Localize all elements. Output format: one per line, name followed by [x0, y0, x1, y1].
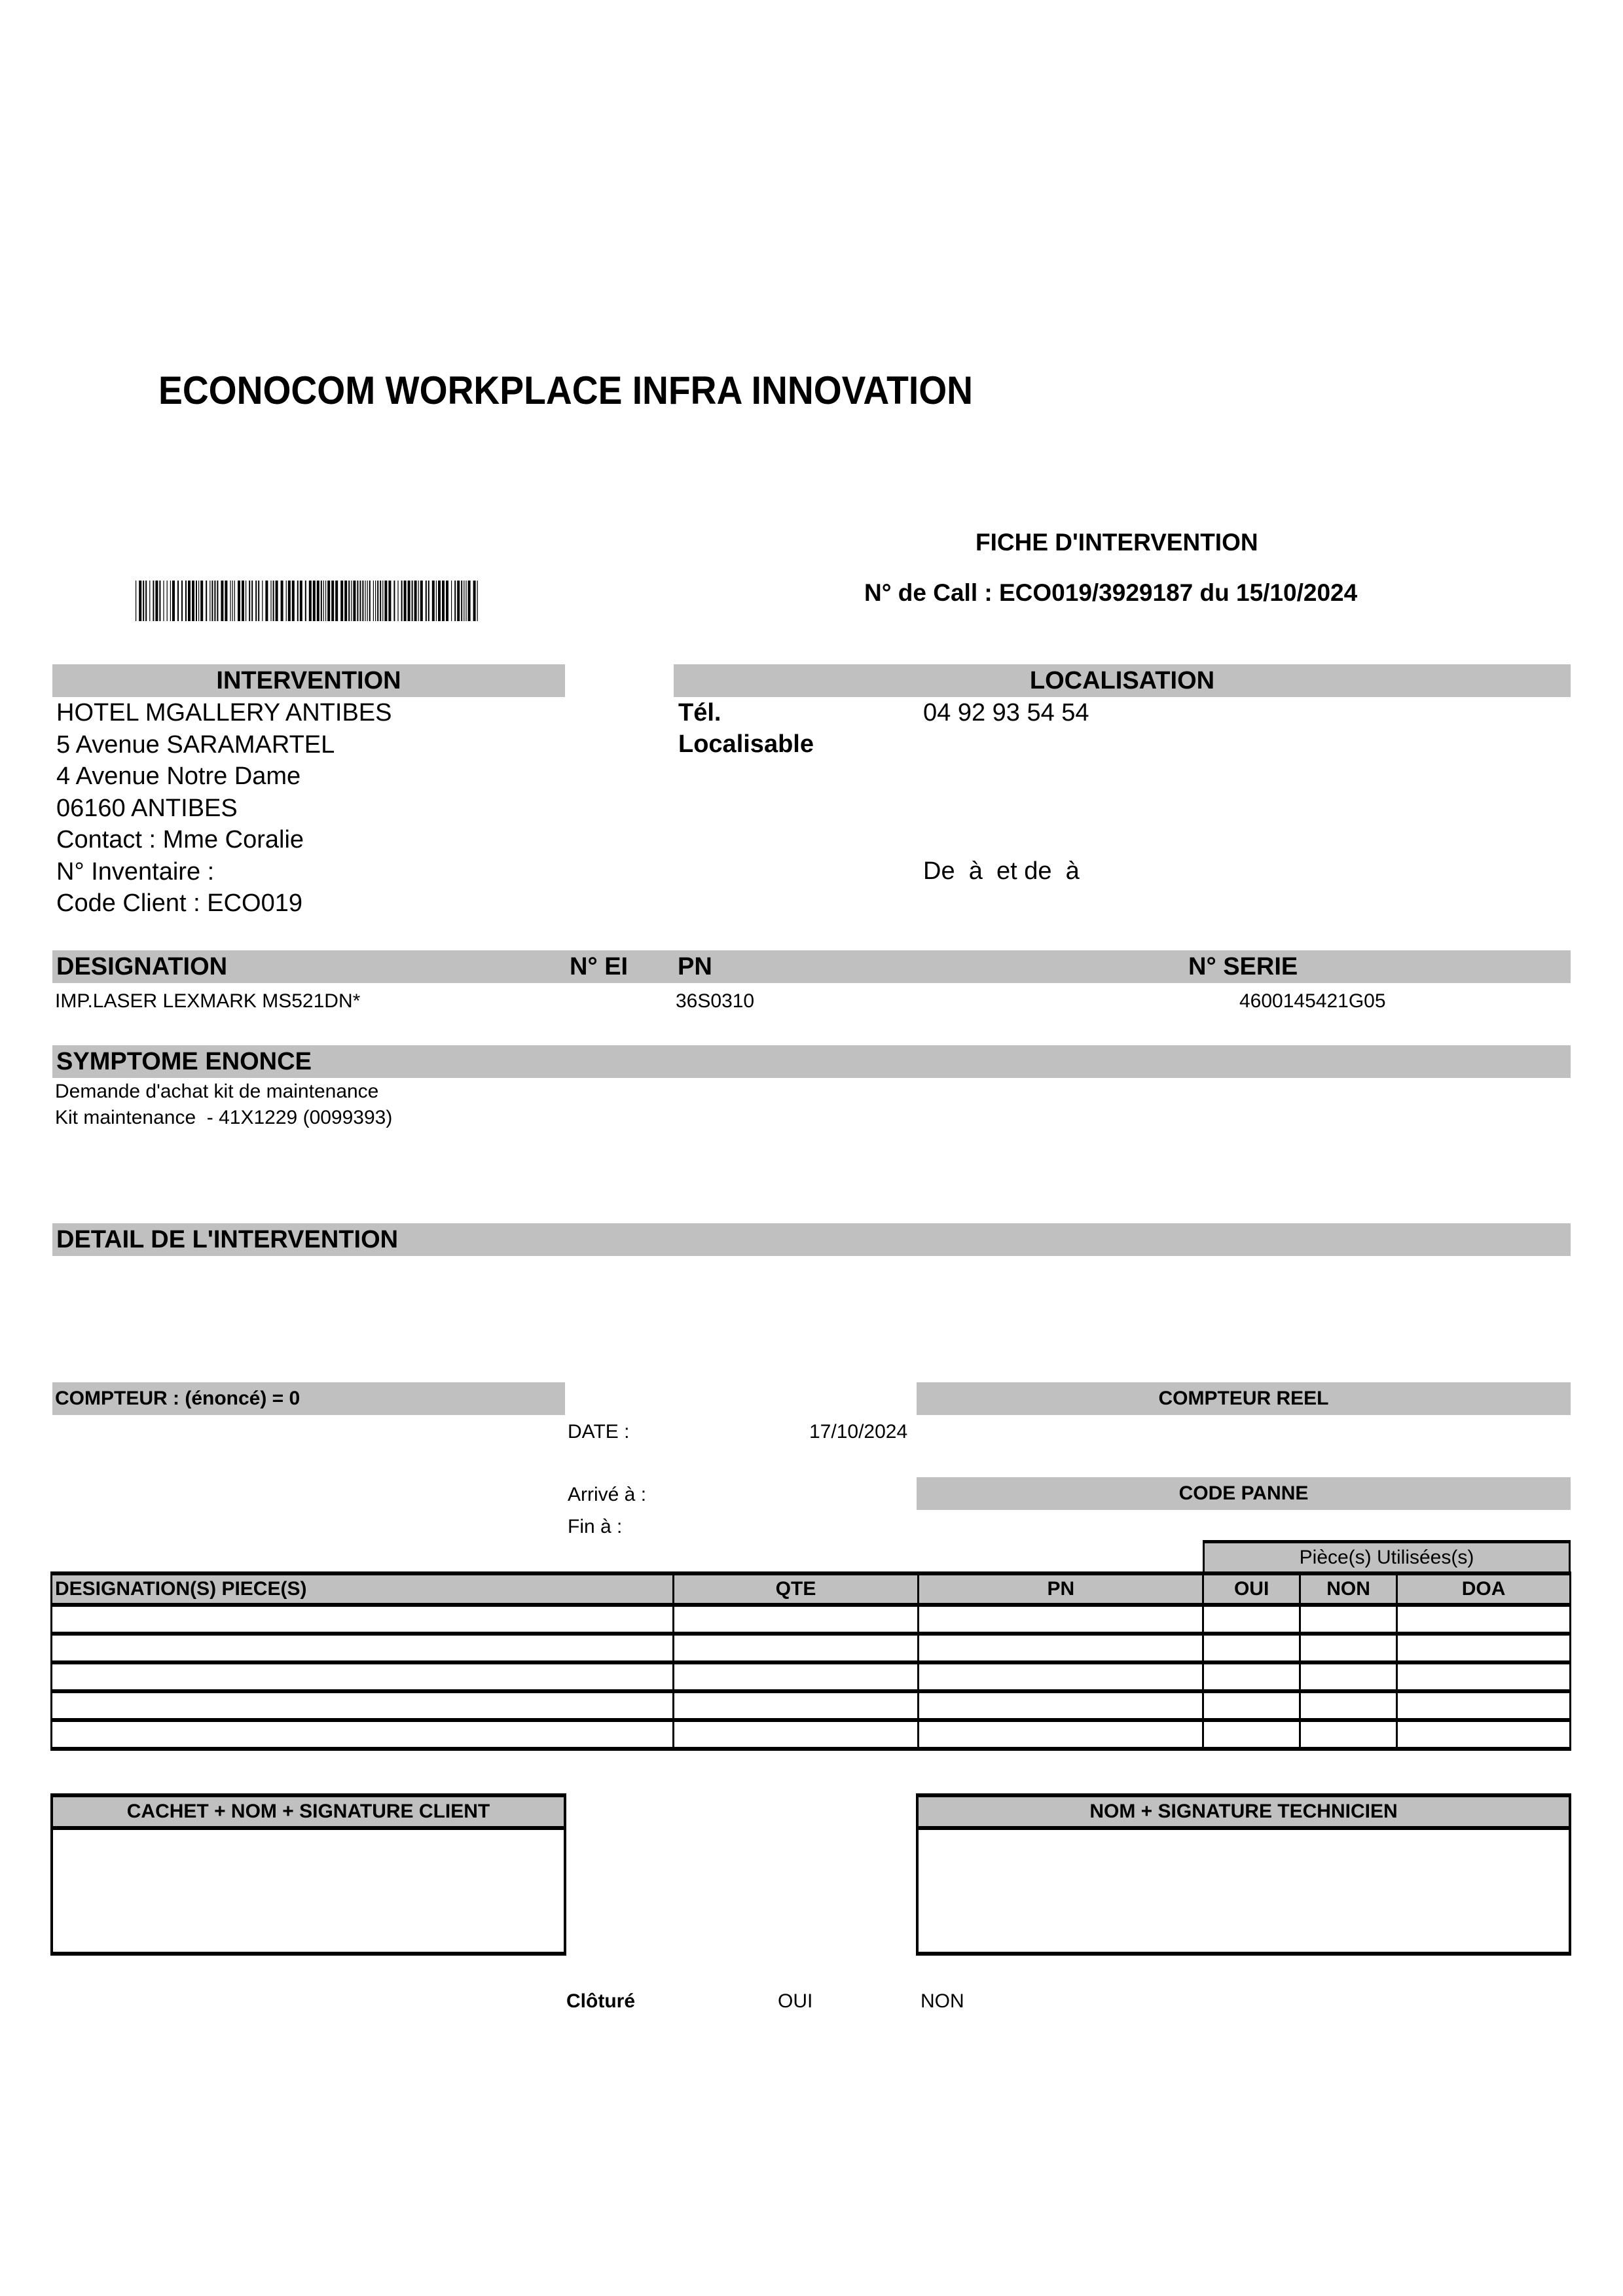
- client-signature-box[interactable]: [50, 1793, 566, 1956]
- cell-oui[interactable]: [1203, 1634, 1300, 1662]
- barcode-bar: [348, 581, 350, 621]
- barcode-bar: [446, 581, 448, 621]
- barcode-bar: [211, 581, 213, 621]
- table-row: [52, 1634, 1571, 1662]
- intervention-address: [56, 697, 392, 920]
- table-row: [52, 1720, 1571, 1749]
- contact: Contact : Mme Coralie: [56, 826, 304, 853]
- barcode-bar: [327, 581, 330, 621]
- barcode-bar: [340, 581, 343, 621]
- barcode-bar: [181, 581, 183, 621]
- barcode-bar: [281, 581, 283, 621]
- barcode-bar: [388, 581, 391, 621]
- barcode-bar: [420, 581, 423, 621]
- barcode-bar: [313, 581, 316, 621]
- barcode-bar: [393, 581, 395, 621]
- barcode-bar: [214, 581, 215, 621]
- localisable-label: Localisable: [678, 730, 814, 758]
- barcode-bar: [438, 581, 441, 621]
- barcode-bar: [353, 581, 356, 621]
- barcode-bar: [200, 581, 203, 621]
- barcode-bar: [305, 581, 306, 621]
- cell-non[interactable]: [1300, 1662, 1397, 1691]
- code-panne-title: CODE PANNE: [1178, 1482, 1309, 1504]
- barcode-bar: [382, 581, 383, 621]
- barcode-bar: [344, 581, 347, 621]
- cell-oui[interactable]: [1203, 1720, 1300, 1749]
- client-code: Code Client : ECO019: [56, 889, 302, 917]
- cell-non[interactable]: [1300, 1634, 1397, 1662]
- compteur-enonce: COMPTEUR : (énoncé) = 0: [55, 1388, 301, 1409]
- barcode-bar: [300, 581, 302, 621]
- barcode-bar: [359, 581, 361, 621]
- barcode-bar: [149, 581, 150, 621]
- barcode-bar: [292, 581, 295, 621]
- cell-qte[interactable]: [673, 1634, 919, 1662]
- intervention-title: INTERVENTION: [216, 667, 401, 694]
- compteur-reel-header: [917, 1382, 1571, 1415]
- barcode-bar: [428, 581, 429, 621]
- barcode-bar: [177, 581, 179, 621]
- barcode-bar: [249, 581, 250, 621]
- barcode-bar: [436, 581, 437, 621]
- technician-signature-box[interactable]: [916, 1793, 1571, 1956]
- col-designation-pieces: DESIGNATION(S) PIECE(S): [52, 1573, 674, 1605]
- barcode-bar: [185, 581, 187, 621]
- address-line-1: 5 Avenue SARAMARTEL: [56, 730, 335, 759]
- intervention-header: [52, 664, 565, 697]
- barcode-bar: [251, 581, 253, 621]
- cell-qte[interactable]: [673, 1720, 919, 1749]
- n-serie-header: N° SERIE: [1188, 953, 1298, 980]
- tel-value: 04 92 93 54 54: [923, 699, 1089, 726]
- cell-qte[interactable]: [673, 1662, 919, 1691]
- cell-designation[interactable]: [52, 1720, 674, 1749]
- compteur-reel-title: COMPTEUR REEL: [1158, 1388, 1329, 1409]
- barcode-bar: [155, 581, 158, 621]
- col-doa: DOA: [1397, 1573, 1571, 1605]
- barcode-bar: [143, 581, 144, 621]
- symptome-line-2: Kit maintenance - 41X1229 (0099393): [55, 1107, 393, 1128]
- barcode-bar: [232, 581, 233, 621]
- form-title: FICHE D'INTERVENTION: [976, 529, 1258, 556]
- cell-qte[interactable]: [673, 1605, 919, 1634]
- barcode-bar: [258, 581, 259, 621]
- col-pn: PN: [919, 1573, 1203, 1605]
- table-row: [52, 1662, 1571, 1691]
- barcode-bar: [206, 581, 207, 621]
- cell-doa[interactable]: [1397, 1605, 1571, 1634]
- symptome-header: [52, 1045, 1571, 1078]
- barcode-bar: [273, 581, 274, 621]
- table-row: [52, 1605, 1571, 1634]
- barcode-bar: [454, 581, 456, 621]
- barcode-bar: [188, 581, 191, 621]
- barcode-bar: [335, 581, 338, 621]
- barcode-bar: [477, 581, 478, 621]
- cloture-label: Clôturé: [566, 1990, 635, 2012]
- barcode-bar: [465, 581, 466, 621]
- postal-city: 06160 ANTIBES: [56, 794, 238, 822]
- cell-non[interactable]: [1300, 1691, 1397, 1720]
- barcode-bar: [238, 581, 240, 621]
- barcode-bar: [401, 581, 403, 621]
- barcode-bar: [286, 581, 287, 621]
- barcode-bar: [442, 581, 445, 621]
- equipment-pn: 36S0310: [676, 990, 755, 1012]
- barcode-bar: [242, 581, 244, 621]
- barcode-bar: [375, 581, 376, 621]
- barcode-bar: [432, 581, 435, 621]
- barcode-bar: [255, 581, 257, 621]
- localisation-title: LOCALISATION: [1029, 667, 1215, 694]
- symptome-line-1: Demande d'achat kit de maintenance: [55, 1081, 379, 1102]
- barcode-bar: [163, 581, 164, 621]
- cell-designation[interactable]: [52, 1605, 674, 1634]
- barcode-bar: [276, 581, 278, 621]
- table-row: [52, 1691, 1571, 1720]
- cell-non[interactable]: [1300, 1720, 1397, 1749]
- barcode-bar: [357, 581, 358, 621]
- barcode-bar: [426, 581, 427, 621]
- cell-doa[interactable]: [1397, 1720, 1571, 1749]
- compteur-enonce-header: [52, 1382, 565, 1415]
- barcode-bar: [377, 581, 378, 621]
- cell-doa[interactable]: [1397, 1634, 1571, 1662]
- inventory-number: N° Inventaire :: [56, 857, 215, 886]
- barcode-bar: [369, 581, 371, 621]
- barcode-bar: [404, 581, 407, 621]
- cell-doa[interactable]: [1397, 1662, 1571, 1691]
- barcode-bar: [414, 581, 417, 621]
- barcode-bar: [367, 581, 368, 621]
- barcode-bar: [225, 581, 227, 621]
- cell-pn[interactable]: [919, 1691, 1203, 1720]
- n-ei-header: N° EI: [570, 953, 629, 980]
- barcode-bar: [321, 581, 322, 621]
- cell-qte[interactable]: [673, 1691, 919, 1720]
- barcode-bar: [373, 581, 374, 621]
- barcode-bar: [309, 581, 312, 621]
- parts-table: [50, 1571, 1571, 1751]
- barcode-bar: [221, 581, 223, 621]
- equipment-designation: IMP.LASER LEXMARK MS521DN*: [55, 990, 361, 1012]
- cell-non[interactable]: [1300, 1605, 1397, 1634]
- date-label: DATE :: [568, 1421, 630, 1443]
- symptome-text: [55, 1079, 392, 1131]
- cell-pn[interactable]: [919, 1720, 1203, 1749]
- barcode-bar: [451, 581, 452, 621]
- barcode-bar: [325, 581, 326, 621]
- cell-pn[interactable]: [919, 1634, 1203, 1662]
- equipment-header: [52, 950, 1571, 983]
- equipment-serial: 4600145421G05: [1239, 990, 1386, 1012]
- col-qte: QTE: [673, 1573, 919, 1605]
- code-panne-header: [917, 1477, 1571, 1510]
- barcode-bar: [418, 581, 419, 621]
- cell-oui[interactable]: [1203, 1691, 1300, 1720]
- cell-designation[interactable]: [52, 1634, 674, 1662]
- call-number: N° de Call : ECO019/3929187 du 15/10/2024: [864, 579, 1358, 606]
- cell-pn[interactable]: [919, 1662, 1203, 1691]
- barcode-bar: [331, 581, 334, 621]
- detail-title: DETAIL DE L'INTERVENTION: [56, 1226, 399, 1253]
- detail-header: [52, 1223, 1571, 1256]
- cell-doa[interactable]: [1397, 1691, 1571, 1720]
- fin-label: Fin à :: [568, 1516, 623, 1537]
- barcode-bar: [397, 581, 398, 621]
- cell-designation[interactable]: [52, 1662, 674, 1691]
- barcode-bar: [297, 581, 299, 621]
- localisation-header: [674, 664, 1571, 697]
- client-name: HOTEL MGALLERY ANTIBES: [56, 699, 392, 726]
- col-oui: OUI: [1203, 1573, 1300, 1605]
- barcode-bar: [408, 581, 410, 621]
- barcode-bar: [362, 581, 363, 621]
- pn-header: PN: [678, 953, 712, 980]
- barcode-bar: [288, 581, 291, 621]
- barcode-bar: [167, 581, 168, 621]
- barcode-bar: [139, 581, 141, 621]
- cell-designation[interactable]: [52, 1691, 674, 1720]
- cell-oui[interactable]: [1203, 1605, 1300, 1634]
- barcode-bar: [457, 581, 460, 621]
- barcode-bar: [170, 581, 171, 621]
- barcode-bar: [153, 581, 154, 621]
- symptome-title: SYMPTOME ENONCE: [56, 1048, 312, 1075]
- technician-signature-title: NOM + SIGNATURE TECHNICIEN: [919, 1797, 1569, 1830]
- col-non: NON: [1300, 1573, 1397, 1605]
- cell-oui[interactable]: [1203, 1662, 1300, 1691]
- designation-header: DESIGNATION: [56, 953, 228, 980]
- barcode-bar: [198, 581, 199, 621]
- barcode-bar: [323, 581, 324, 621]
- barcode-bar: [262, 581, 263, 621]
- barcode-bar: [234, 581, 235, 621]
- address-line-2: 4 Avenue Notre Dame: [56, 762, 301, 790]
- barcode-bar: [473, 581, 476, 621]
- barcode-bar: [317, 581, 319, 621]
- pieces-utilisees-header: Pièce(s) Utilisées(s): [1203, 1540, 1571, 1571]
- barcode-bar: [159, 581, 160, 621]
- cloture-oui[interactable]: OUI: [778, 1990, 813, 2012]
- barcode-bar: [265, 581, 268, 621]
- barcode-bar: [196, 581, 197, 621]
- barcode-bar: [412, 581, 413, 621]
- tel-label: Tél.: [678, 699, 721, 726]
- barcode-bar: [192, 581, 194, 621]
- barcode-bar: [380, 581, 381, 621]
- barcode-bar: [461, 581, 462, 621]
- barcode-bar: [468, 581, 471, 621]
- barcode-bar: [270, 581, 271, 621]
- opening-hours: De à et de à: [923, 857, 1080, 885]
- barcode-icon: [136, 578, 483, 624]
- client-signature-title: CACHET + NOM + SIGNATURE CLIENT: [53, 1797, 564, 1830]
- barcode-bar: [145, 581, 147, 621]
- date-value: 17/10/2024: [809, 1421, 908, 1443]
- barcode-bar: [217, 581, 218, 621]
- barcode-bar: [351, 581, 352, 621]
- arrive-label: Arrivé à :: [568, 1484, 647, 1505]
- company-title: ECONOCOM WORKPLACE INFRA INNOVATION: [158, 368, 973, 412]
- cloture-non[interactable]: NON: [921, 1990, 964, 2012]
- parts-header-row: [52, 1573, 1571, 1605]
- cell-pn[interactable]: [919, 1605, 1203, 1634]
- barcode-bar: [384, 581, 387, 621]
- barcode-bar: [172, 581, 175, 621]
